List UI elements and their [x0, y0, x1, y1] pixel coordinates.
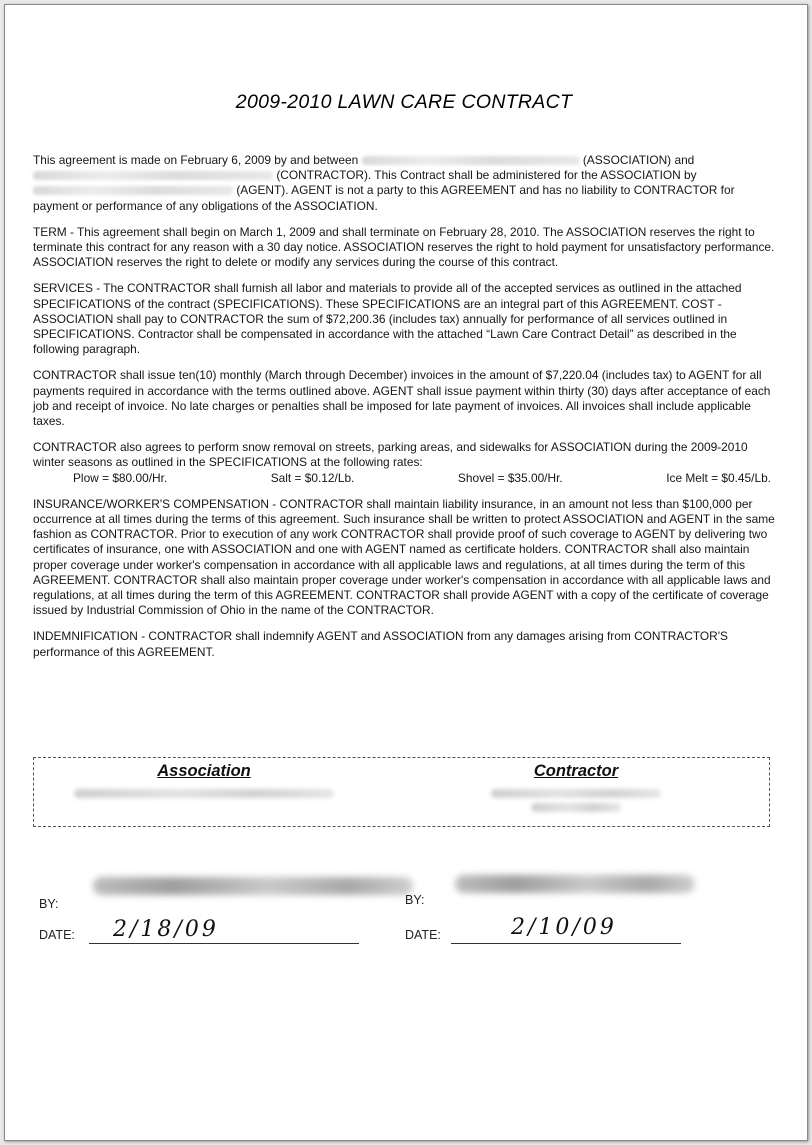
- insurance-paragraph: INSURANCE/WORKER'S COMPENSATION - CONTRACTOR shall maintain liability insurance, in an amount not less than $100,000 per occurrence at all times during the terms of this agreement. Such insurance shall be written to protect ASSOCIATION and AGENT in the same fashion as CONTRACTOR. Prior to execution of any work CONTRACTOR shall provide proof of such coverage to AGENT by delivering two certificates of insurance, one with ASSOCIATION and one with AGENT named as certificate holders. CONTRACTOR shall also maintain proper coverage under worker's compensation in accordance with all applicable laws and regulations, at all times during the term of this AGREEMENT. CONTRACTOR shall also maintain proper coverage under worker's compensation in accordance with all applicable laws and regulations, at all times during the term of this AGREEMENT. CONTRACTOR shall provide AGENT with a copy of the certificate of coverage issued by Industrial Commission of Ohio in the name of the CONTRACTOR.: [33, 496, 775, 618]
- intro-text-4: (AGENT). AGENT is not a party to this AGREEMENT and has no liability to CONTRACTOR for payment or performance of any obligations of the ASSOCIATION.: [33, 183, 735, 213]
- redacted-agent-name: [33, 186, 233, 195]
- handwritten-date-right: 2/10/09: [511, 915, 617, 940]
- redacted-association-line: [74, 789, 334, 798]
- redacted-contractor-line-1: [491, 789, 661, 798]
- signature-party-box: [33, 757, 770, 827]
- snow-rates-row: [33, 471, 775, 486]
- services-paragraph: SERVICES - The CONTRACTOR shall furnish all labor and materials to provide all of the accepted services as outlined in the attached SPECIFICATIONS of the contract (SPECIFICATIONS). These SPECIFICATIONS are an integral part of this AGREEMENT. COST - ASSOCIATION shall pay to CONTRACTOR the sum of $72,200.36 (includes tax) annually for performance of all services outlined in SPECIFICATIONS. Contractor shall be compensated in accordance with the attached “Lawn Care Contract Detail” as described in the following paragraph.: [33, 281, 742, 357]
- document-frame: [4, 4, 808, 1141]
- rate-salt: Salt = $0.12/Lb.: [270, 470, 355, 485]
- by-label-left: BY:: [39, 897, 59, 911]
- association-column: [34, 762, 374, 798]
- indemnification-paragraph: INDEMNIFICATION - CONTRACTOR shall indemnify AGENT and ASSOCIATION from any damages arising from CONTRACTOR'S performance of this AGREEMENT.: [33, 629, 728, 659]
- intro-text-1: This agreement is made on February 6, 2009 by and between: [33, 153, 359, 167]
- by-label-right: BY:: [405, 893, 425, 907]
- intro-text-2: (ASSOCIATION) and: [582, 153, 695, 167]
- snow-paragraph: CONTRACTOR also agrees to perform snow removal on streets, parking areas, and sidewalks for ASSOCIATION during the 2009-2010 winter seasons as outlined in the SPECIFICATIONS at the following rates:: [33, 440, 748, 470]
- date-label-right: DATE:: [405, 928, 441, 942]
- redacted-contractor-line-2: [531, 803, 621, 812]
- contractor-column: [406, 762, 746, 812]
- term-paragraph: TERM - This agreement shall begin on March 1, 2009 and shall terminate on February 28, 2010. The ASSOCIATION reserves the right to terminate this contract for any reason with a 30 day notice. ASSOCIATION reserves the right to hold payment for unsatisfactory performance. ASSOCIATION reserves the right to delete or modify any services during the course of this contract.: [33, 224, 775, 270]
- date-line-right: [451, 942, 681, 944]
- intro-text-3: (CONTRACTOR). This Contract shall be administered for the ASSOCIATION by: [276, 168, 697, 183]
- redacted-signature-right: [455, 875, 695, 893]
- handwritten-date-left: 2/18/09: [113, 917, 219, 942]
- redacted-association-name: [362, 156, 580, 165]
- association-heading: Association: [157, 762, 251, 780]
- contractor-heading: Contractor: [533, 762, 619, 780]
- date-line-left: [89, 942, 359, 944]
- document-title: 2009-2010 LAWN CARE CONTRACT: [235, 91, 573, 113]
- rate-shovel: Shovel = $35.00/Hr.: [457, 470, 563, 485]
- redacted-contractor-name: [33, 171, 273, 180]
- date-label-left: DATE:: [39, 928, 75, 942]
- rate-plow: Plow = $80.00/Hr.: [73, 470, 168, 485]
- intro-paragraph: [33, 153, 775, 214]
- redacted-signature-left: [93, 877, 413, 895]
- invoices-paragraph: CONTRACTOR shall issue ten(10) monthly (March through December) invoices in the amount of $7,220.04 (includes tax) to AGENT for all payments required in accordance with the terms outlined above. AGENT shall issue payment within thirty (30) days after acceptance of each job and receipt of invoice. No late charges or penalties shall be imposed for late payment of invoices. All invoices shall include applicable taxes.: [33, 368, 771, 429]
- contract-body: [33, 153, 775, 671]
- rate-ice-melt: Ice Melt = $0.45/Lb.: [666, 470, 771, 485]
